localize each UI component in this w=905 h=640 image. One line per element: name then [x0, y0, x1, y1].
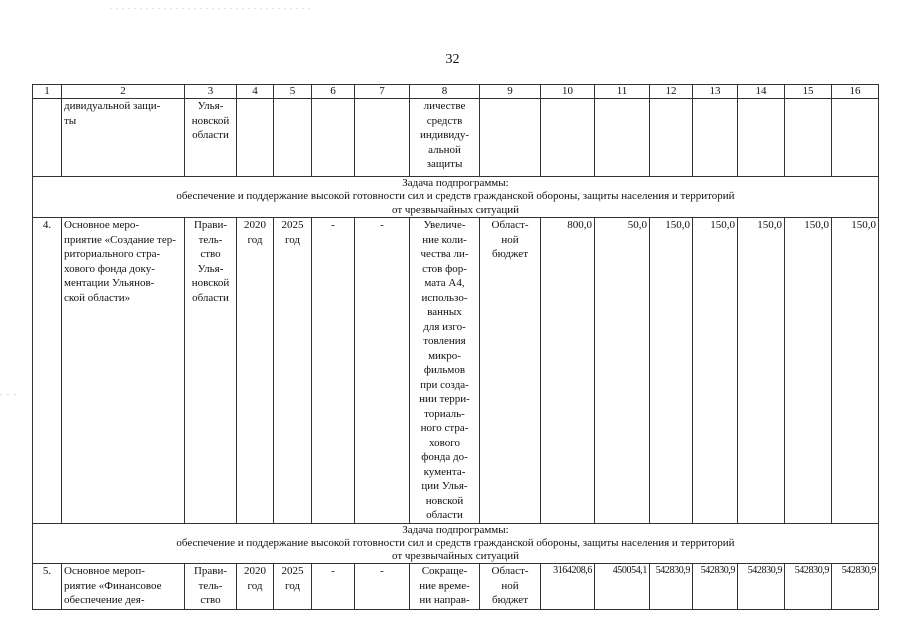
page-number: 32 [445, 52, 460, 67]
cell-v16 [832, 99, 879, 177]
cell-v15 [785, 99, 832, 177]
column-number: 4 [237, 85, 274, 99]
cell-start: 2020 год [237, 564, 274, 610]
cell-c6 [312, 99, 355, 177]
cell-num [33, 99, 62, 177]
column-number: 8 [410, 85, 480, 99]
cell-v15: 542830,9 [785, 564, 832, 610]
column-number: 10 [541, 85, 595, 99]
cell-v11: 50,0 [595, 218, 650, 524]
cell-c7 [355, 99, 410, 177]
column-number: 5 [274, 85, 312, 99]
cell-v13 [693, 99, 738, 177]
cell-source [480, 99, 541, 177]
column-number: 16 [832, 85, 879, 99]
task-row [33, 177, 879, 218]
task-heading: Задача подпрограммы: обеспечение и поддержание высокой готовности сил и средств гражданской обороны, защиты населения и территорий от чрезвычайных ситуаций [33, 523, 879, 564]
cell-v10: 800,0 [541, 218, 595, 524]
cell-source: Област- ной бюджет [480, 564, 541, 610]
cell-num: 4. [33, 218, 62, 524]
column-number: 2 [62, 85, 185, 99]
column-number: 15 [785, 85, 832, 99]
cell-measure-name: Основное мероп- риятие «Финансовое обеспечение дея- [62, 564, 185, 610]
column-number: 6 [312, 85, 355, 99]
column-number: 11 [595, 85, 650, 99]
cell-source: Област- ной бюджет [480, 218, 541, 524]
column-number: 13 [693, 85, 738, 99]
cell-measure-name: дивидуальной защи- ты [62, 99, 185, 177]
cell-end [274, 99, 312, 177]
cell-v13: 150,0 [693, 218, 738, 524]
scan-noise: - - - [0, 390, 17, 399]
cell-start: 2020 год [237, 218, 274, 524]
task-heading: Задача подпрограммы: обеспечение и поддержание высокой готовности сил и средств гражданской обороны, защиты населения и территорий от чрезвычайных ситуаций [33, 177, 879, 218]
cell-c6: - [312, 564, 355, 610]
table-row-5 [33, 564, 879, 610]
cell-executor: Улья- новской области [185, 99, 237, 177]
cell-indicator: Сокраще- ние време- ни направ- [410, 564, 480, 610]
cell-c7: - [355, 564, 410, 610]
cell-executor: Прави- тель- ство Улья- новской области [185, 218, 237, 524]
cell-v10: 3164208,6 [541, 564, 595, 610]
cell-v14: 542830,9 [738, 564, 785, 610]
cell-v16: 542830,9 [832, 564, 879, 610]
cell-v14 [738, 99, 785, 177]
cell-v13: 542830,9 [693, 564, 738, 610]
column-number: 7 [355, 85, 410, 99]
cell-v10 [541, 99, 595, 177]
column-number: 3 [185, 85, 237, 99]
column-number: 12 [650, 85, 693, 99]
cell-num: 5. [33, 564, 62, 610]
cell-indicator: Увеличе- ние коли- чества ли- стов фор- мата А4, использо- ванных для изго- товления микро- фильмов при созда- нии терри- ториаль- ного стра- хового фонда до- кумента- ции Улья- новской области [410, 218, 480, 524]
cell-start [237, 99, 274, 177]
cell-v12 [650, 99, 693, 177]
cell-end: 2025 год [274, 564, 312, 610]
column-number: 1 [33, 85, 62, 99]
column-number: 9 [480, 85, 541, 99]
scan-noise: . . . . . . . . . . . . . . . . . . . . . . . . . . . . . . . . . . [110, 2, 311, 11]
cell-c6: - [312, 218, 355, 524]
program-table [32, 84, 879, 610]
cell-v14: 150,0 [738, 218, 785, 524]
cell-v11 [595, 99, 650, 177]
column-number-row [33, 85, 879, 99]
cell-executor: Прави- тель- ство [185, 564, 237, 610]
column-number: 14 [738, 85, 785, 99]
cell-v11: 450054,1 [595, 564, 650, 610]
task-row [33, 523, 879, 564]
cell-v16: 150,0 [832, 218, 879, 524]
table-row-continued [33, 99, 879, 177]
cell-c7: - [355, 218, 410, 524]
cell-v12: 150,0 [650, 218, 693, 524]
table-row-4 [33, 218, 879, 524]
cell-end: 2025 год [274, 218, 312, 524]
cell-v15: 150,0 [785, 218, 832, 524]
cell-measure-name: Основное меро- приятие «Создание тер- риториального стра- хового фонда доку- ментации Ульянов- ской области» [62, 218, 185, 524]
cell-indicator: личестве средств индивиду- альной защиты [410, 99, 480, 177]
cell-v12: 542830,9 [650, 564, 693, 610]
